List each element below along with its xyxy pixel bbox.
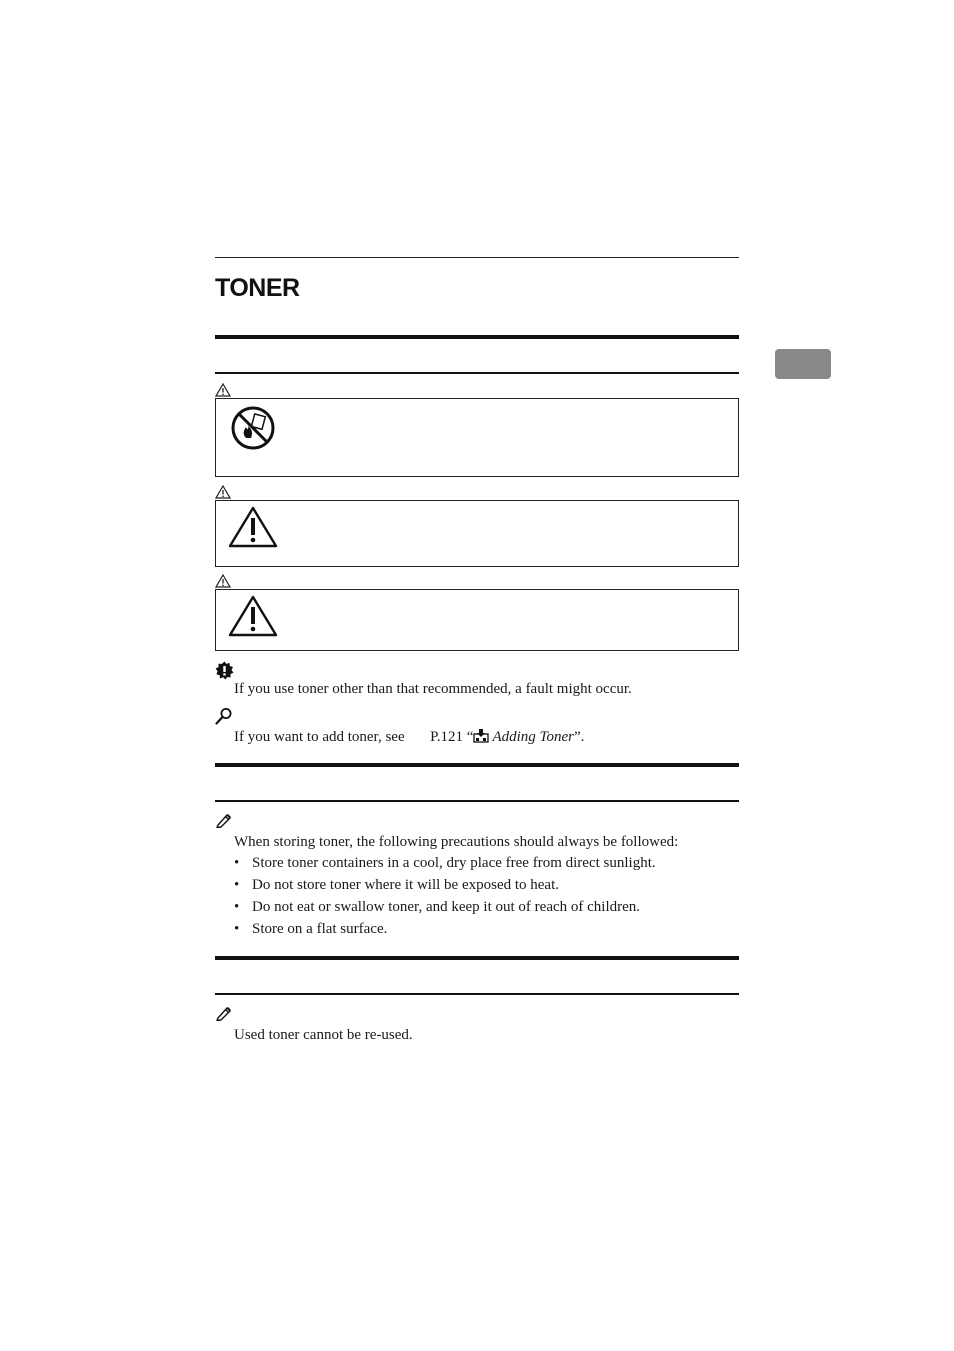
warning-triangle-icon [215, 383, 231, 397]
list-item [234, 899, 640, 916]
reference-page[interactable]: P.121 “ [430, 729, 474, 745]
magnifier-icon [215, 707, 233, 725]
bullet: • [234, 921, 240, 937]
reference-line [234, 728, 584, 746]
list-item [234, 877, 559, 894]
top-rule [215, 257, 739, 258]
list-item [234, 855, 656, 872]
list-item [234, 921, 387, 938]
warning-triangle-icon [215, 574, 231, 588]
toner-cartridge-icon [473, 728, 489, 743]
list-item-text: Do not eat or swallow toner, and keep it out of reach of children. [252, 899, 641, 915]
important-icon [215, 661, 234, 680]
important-text: If you use toner other than that recommended, a fault might occur. [234, 681, 632, 697]
list-item-text: Store toner containers in a cool, dry place free from direct sunlight. [252, 855, 656, 871]
caution-box-1 [215, 500, 739, 567]
section-rule [215, 993, 739, 995]
pencil-icon [215, 813, 232, 828]
used-toner-note: Used toner cannot be re-used. [234, 1027, 413, 1043]
bullet: • [234, 899, 240, 915]
pencil-icon [215, 1006, 232, 1021]
warning-triangle-icon [215, 485, 231, 499]
reference-prefix: If you want to add toner, see [234, 729, 405, 745]
no-fire-icon [229, 404, 277, 452]
storage-intro: When storing toner, the following precautions should always be followed: [234, 834, 679, 850]
bullet: • [234, 877, 240, 893]
bullet: • [234, 855, 240, 871]
section-rule [215, 372, 739, 374]
caution-triangle-icon [227, 505, 279, 549]
section-rule-thick [215, 956, 739, 960]
adding-toner-link[interactable]: Adding Toner [492, 729, 574, 745]
reference-suffix: ”. [574, 729, 585, 745]
list-item-text: Do not store toner where it will be exposed to heat. [252, 877, 560, 893]
page-title: TONER [215, 274, 300, 302]
chapter-thumb-tab [775, 349, 831, 379]
list-item-text: Store on a flat surface. [252, 921, 388, 937]
section-rule-thick [215, 335, 739, 339]
section-rule-thick [215, 763, 739, 767]
caution-triangle-icon [227, 594, 279, 638]
warning-box-fire [215, 398, 739, 477]
caution-box-2 [215, 589, 739, 651]
section-rule [215, 800, 739, 802]
